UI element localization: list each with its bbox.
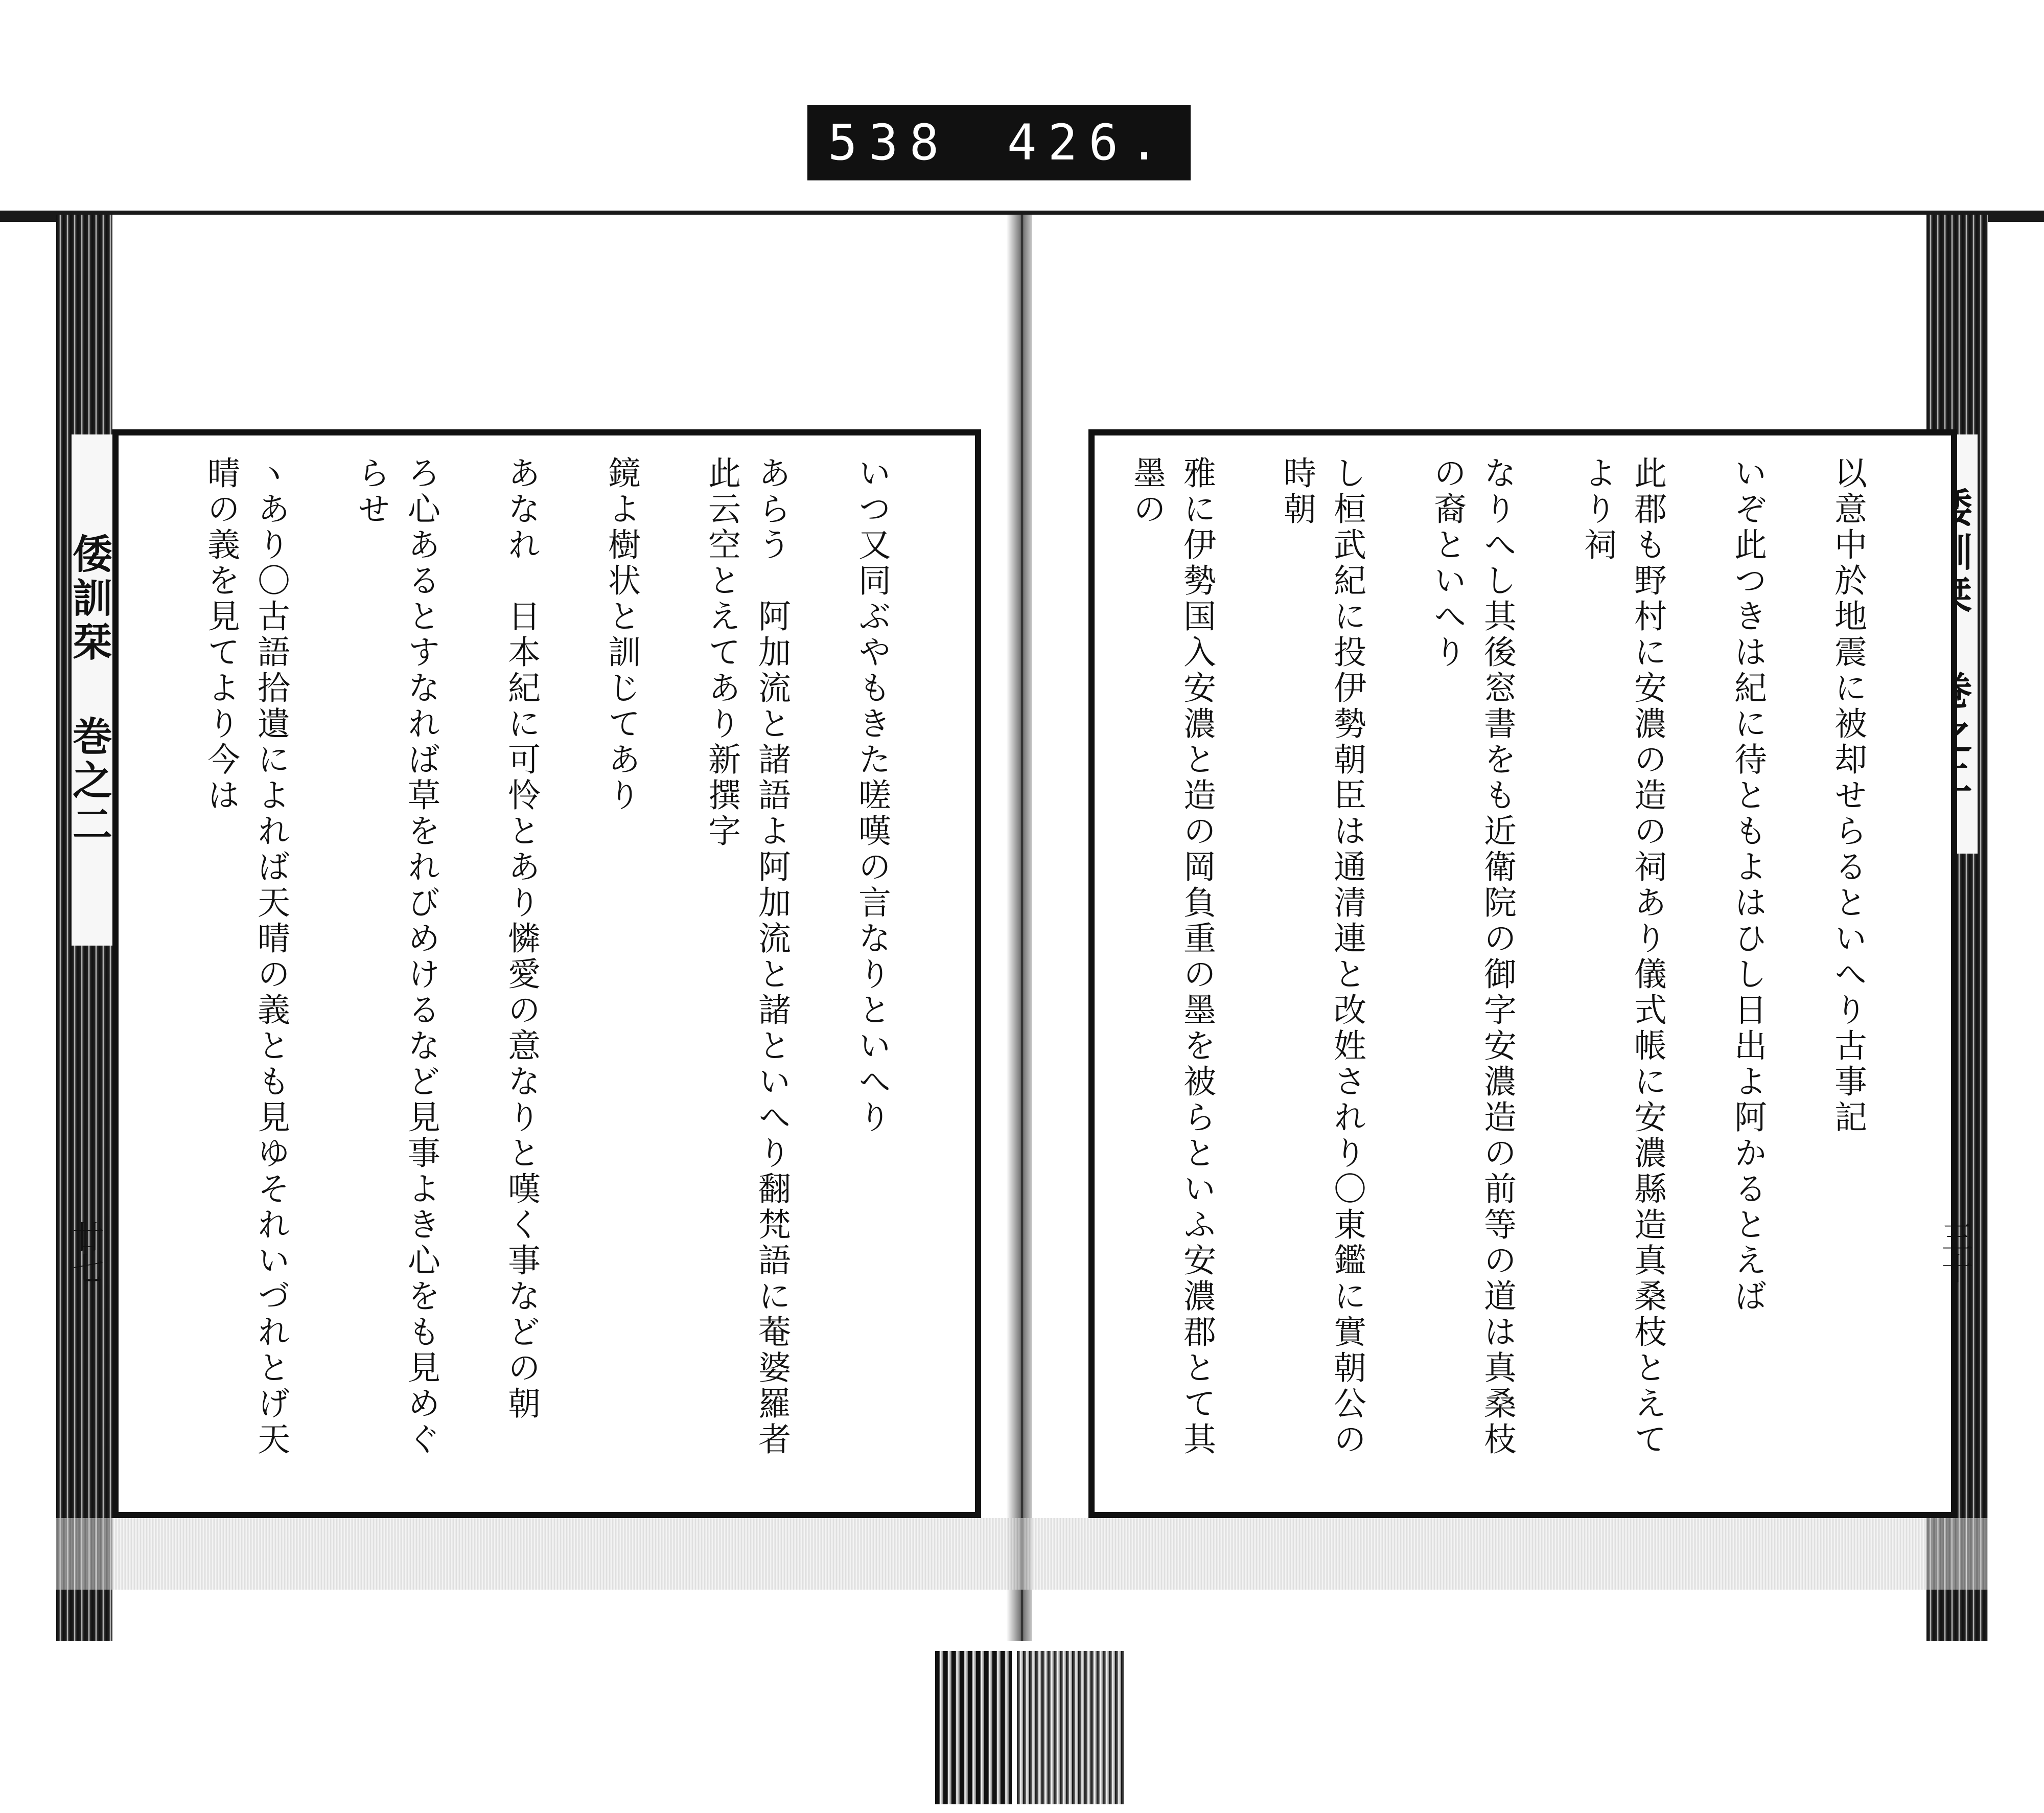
right-line: 雅に伊勢国入安濃と造の岡負重の墨を被らといふ安濃郡とて其墨の: [1128, 456, 1216, 1458]
right-line: 此郡も野村に安濃の造の祠あり儀式帳に安濃縣造真桑枝とえてより祠: [1578, 456, 1666, 1458]
right-text-area: [1123, 456, 1923, 1491]
catalog-left-number: 538: [828, 114, 950, 171]
right-page: [1032, 215, 1988, 1641]
right-line: し桓武紀に投伊勢朝臣は通清連と改姓されり〇東鑑に實朝公の時朝: [1278, 456, 1366, 1458]
left-line: あなれ 日本紀に可怜とあり憐愛の意なりと嘆く事などの朝: [502, 456, 540, 1422]
left-page: [56, 215, 1012, 1641]
left-text-area: [147, 456, 947, 1491]
binding-mark-right: [1017, 1651, 1124, 1804]
book-spread: [56, 215, 1988, 1641]
left-line: 鏡よ樹状と訓じてあり: [602, 456, 640, 814]
right-line: 以意中於地震に被却せらるといへり古事記: [1829, 456, 1867, 1136]
catalog-label: [807, 105, 1191, 180]
left-line: あらう 阿加流と諸語よ阿加流と諸といへり翻梵語に菴婆羅者此云空とえてあり新撰字: [703, 456, 791, 1458]
right-text-frame: [1088, 429, 1957, 1518]
left-text-frame: [112, 429, 981, 1518]
left-page-title: 倭訓栞 巻之二: [72, 434, 118, 946]
binding-mark-left: [935, 1651, 1012, 1804]
page-bottom-edge: [56, 1518, 1988, 1590]
catalog-right-number: 426.: [1007, 114, 1170, 171]
left-page-number: 廿七: [67, 1221, 104, 1284]
left-line: ヽあり〇古語拾遺によれば天晴の義とも見ゆそれいづれとげ天晴の義を見てより今は: [202, 456, 290, 1458]
right-line: いぞ此つきは紀に待ともよはひし日出よ阿かるとえば: [1729, 456, 1767, 1315]
right-page-number: 三十: [1936, 1221, 1973, 1284]
left-line: ろ心あるとすなれば草をれびめけるなど見事よき心をも見めぐらせ: [352, 456, 440, 1458]
left-line: いつ又同ぶやもきた嗟嘆の言なりといへり: [853, 456, 891, 1136]
binding-marks: [935, 1651, 1140, 1804]
right-line: なりへし其後窓書をも近衛院の御字安濃造の前等の道は真桑枝の裔といへり: [1428, 456, 1516, 1458]
